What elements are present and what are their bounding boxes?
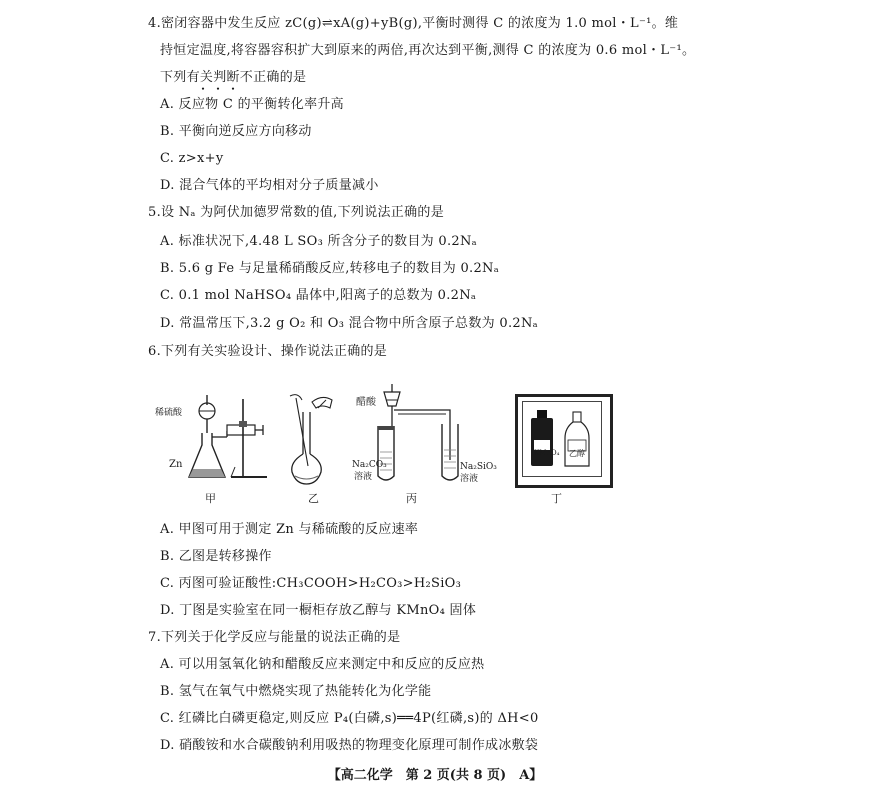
emphasis-dots: ・・・ bbox=[197, 82, 243, 96]
q5-option-d: D. 常温常压下,3.2 g O₂ 和 O₃ 混合物中所含原子总数为 0.2Nₐ bbox=[160, 316, 538, 331]
q4-stem-continued: 持恒定温度,将容器容积扩大到原来的两倍,再次达到平衡,测得 C 的浓度为 0.6 mol・L⁻¹。 bbox=[160, 43, 696, 58]
label-kmno4: KMnO₄ bbox=[534, 449, 560, 457]
q5-option-b: B. 5.6 g Fe 与足量稀硝酸反应,转移电子的数目为 0.2Nₐ bbox=[160, 261, 500, 276]
bottles-drawing bbox=[515, 394, 615, 486]
label-zn: Zn bbox=[169, 459, 183, 470]
caption-ding: 丁 bbox=[551, 492, 562, 505]
q6-option-d: D. 丁图是实验室在同一橱柜存放乙醇与 KMnO₄ 固体 bbox=[160, 603, 477, 618]
q5-option-a: A. 标准状况下,4.48 L SO₃ 所含分子的数目为 0.2Nₐ bbox=[160, 234, 477, 249]
page-footer: 【高二化学 第 2 页(共 8 页) A】 bbox=[327, 768, 543, 783]
caption-bing: 丙 bbox=[406, 492, 417, 505]
figure-bing bbox=[350, 380, 500, 505]
label-dilute-sulfuric-acid: 稀硫酸 bbox=[155, 408, 183, 418]
figure-jia bbox=[155, 385, 275, 505]
label-ethanol: 乙醇 bbox=[569, 449, 585, 458]
label-acetic-acid: 醋酸 bbox=[356, 397, 376, 408]
q4-option-b: B. 平衡向逆反应方向移动 bbox=[160, 124, 312, 139]
caption-yi: 乙 bbox=[308, 492, 319, 505]
figure-ding bbox=[515, 394, 615, 505]
apparatus-jia-drawing bbox=[155, 385, 275, 485]
q7-stem: 7.下列关于化学反应与能量的说法正确的是 bbox=[148, 630, 401, 645]
q6-option-a: A. 甲图可用于测定 Zn 与稀硫酸的反应速率 bbox=[160, 522, 419, 537]
q4-option-d: D. 混合气体的平均相对分子质量减小 bbox=[160, 178, 379, 193]
label-na2sio3-solution: 溶液 bbox=[460, 474, 479, 484]
caption-jia: 甲 bbox=[205, 492, 216, 505]
label-na2sio3: Na₂SiO₃ bbox=[460, 462, 497, 472]
q7-option-d: D. 硝酸铵和水合碳酸钠利用吸热的物理变化原理可制作成冰敷袋 bbox=[160, 738, 539, 753]
q4-option-a: A. 反应物 C 的平衡转化率升高 bbox=[160, 97, 344, 112]
q4-option-c: C. z>x+y bbox=[160, 151, 224, 166]
q7-option-a: A. 可以用氢氧化钠和醋酸反应来测定中和反应的反应热 bbox=[160, 657, 485, 672]
label-na2co3-solution: 溶液 bbox=[354, 472, 373, 482]
q4-stem: 4.密闭容器中发生反应 zC(g)⇌xA(g)+yB(g),平衡时测得 C 的浓度为 1.0 mol・L⁻¹。维 bbox=[148, 16, 679, 31]
q5-option-c: C. 0.1 mol NaHSO₄ 晶体中,阳离子的总数为 0.2Nₐ bbox=[160, 288, 477, 303]
transfer-flask-drawing bbox=[286, 392, 346, 487]
label-na2co3: Na₂CO₃ bbox=[352, 460, 387, 470]
q7-option-b: B. 氢气在氧气中燃烧实现了热能转化为化学能 bbox=[160, 684, 432, 699]
q6-option-b: B. 乙图是转移操作 bbox=[160, 549, 272, 564]
q6-option-c: C. 丙图可验证酸性:CH₃COOH>H₂CO₃>H₂SiO₃ bbox=[160, 576, 462, 591]
q7-option-c: C. 红磷比白磷更稳定,则反应 P₄(白磷,s)══4P(红磷,s)的 ΔH<0 bbox=[160, 711, 539, 726]
q6-stem: 6.下列有关实验设计、操作说法正确的是 bbox=[148, 344, 388, 359]
figure-yi bbox=[286, 392, 346, 505]
q5-stem: 5.设 Nₐ 为阿伏加德罗常数的值,下列说法正确的是 bbox=[148, 205, 444, 220]
q4-question: 下列有关判断不正确的是 bbox=[160, 70, 307, 85]
